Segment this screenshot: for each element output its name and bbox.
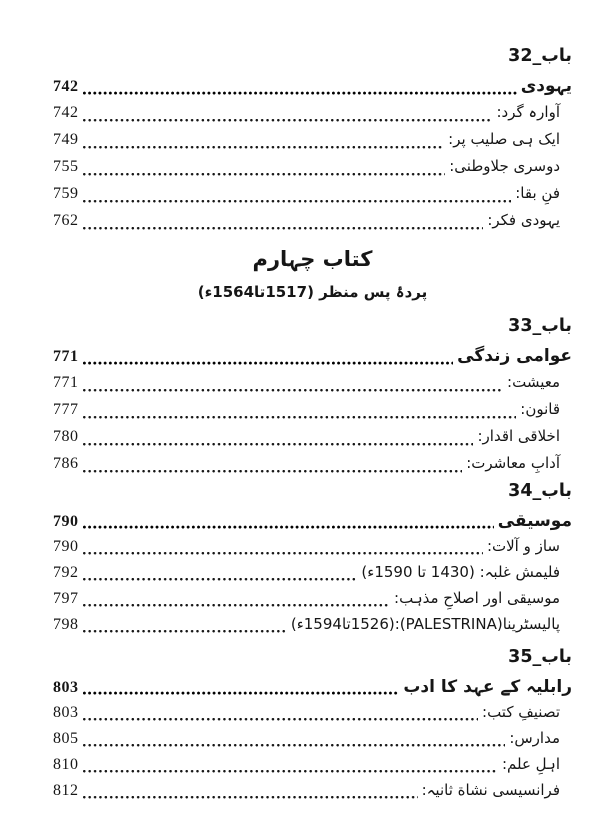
entry-label: موسیقی اور اصلاحِ مذہب:	[394, 589, 560, 607]
dotted-leader	[83, 223, 484, 230]
page-number: 792	[53, 564, 79, 581]
page-number: 803	[53, 704, 79, 721]
entry-label: اہلِ علم:	[501, 755, 560, 773]
chapter-32-section	[53, 44, 572, 236]
toc-row	[53, 155, 572, 182]
toc-row	[53, 101, 572, 128]
toc-row	[53, 509, 572, 535]
page-number: 780	[53, 428, 79, 445]
chapter-title: یہودی	[520, 76, 572, 96]
page-number: 805	[53, 730, 79, 747]
page-number: 812	[53, 782, 79, 799]
entry-label: مدارس:	[509, 729, 560, 747]
page-number: 810	[53, 756, 79, 773]
dotted-leader	[83, 688, 400, 695]
dotted-leader	[83, 115, 493, 122]
dotted-leader	[83, 548, 483, 555]
dotted-leader	[83, 385, 504, 392]
dotted-leader	[83, 439, 474, 446]
page-number: 771	[53, 348, 79, 365]
page-number: 803	[53, 679, 79, 696]
dotted-leader	[83, 766, 498, 773]
chapter-33-heading: باب_33	[508, 316, 572, 336]
toc-row	[53, 587, 572, 613]
entry-label: دوسری جلاوطنی:	[449, 157, 560, 175]
chapter-title: موسیقی	[497, 511, 572, 531]
toc-row	[53, 727, 572, 753]
page-number: 771	[53, 374, 79, 391]
page-number: 742	[53, 78, 79, 95]
entry-label: قانون:	[520, 400, 560, 418]
toc-row	[53, 675, 572, 701]
page-number: 790	[53, 538, 79, 555]
page-number: 790	[53, 513, 79, 530]
chapter-35-heading: باب_35	[508, 647, 572, 667]
chapter-title: رابلیہ کے عہد کا ادب	[403, 677, 572, 697]
chapter-32-heading: باب_32	[508, 46, 572, 66]
entry-label: معیشت:	[507, 373, 560, 391]
dotted-leader	[83, 792, 418, 799]
page-number: 762	[53, 212, 79, 229]
page-number: 797	[53, 590, 79, 607]
dotted-leader	[83, 196, 512, 203]
dotted-leader	[83, 88, 517, 95]
chapter-34-section	[53, 479, 572, 639]
book-title: کتاب چہارم	[252, 247, 373, 271]
toc-row	[53, 128, 572, 155]
chapter-35-section	[53, 645, 572, 805]
entry-label: فنِ بقا:	[515, 184, 560, 202]
dotted-leader	[83, 466, 463, 473]
chapter-34-heading: باب_34	[508, 481, 572, 501]
toc-row	[53, 779, 572, 805]
entry-label: تصنیفِ کتب:	[482, 703, 560, 721]
chapter-33-section	[53, 314, 572, 479]
page-number: 749	[53, 131, 79, 148]
page-number: 786	[53, 455, 79, 472]
toc-row	[53, 209, 572, 236]
page-number: 759	[53, 185, 79, 202]
toc-row	[53, 535, 572, 561]
dotted-leader	[83, 574, 358, 581]
entry-label: فرانسیسی نشاة ثانیہ:	[421, 781, 560, 799]
dotted-leader	[83, 626, 287, 633]
book-four-block	[53, 244, 572, 304]
dotted-leader	[83, 412, 517, 419]
toc-row	[53, 425, 572, 452]
page-number: 755	[53, 158, 79, 175]
toc-row	[53, 344, 572, 371]
dotted-leader	[83, 522, 494, 529]
entry-label: یہودی فکر:	[487, 211, 560, 229]
dotted-leader	[83, 740, 506, 747]
toc-row	[53, 561, 572, 587]
toc-row	[53, 398, 572, 425]
toc-row	[53, 182, 572, 209]
entry-label: ایک ہی صلیب پر:	[448, 130, 560, 148]
toc-row	[53, 452, 572, 479]
entry-label: آدابِ معاشرت:	[466, 454, 560, 472]
page-number: 777	[53, 401, 79, 418]
dotted-leader	[83, 142, 445, 149]
dotted-leader	[83, 714, 479, 721]
entry-label: آوارہ گرد:	[496, 103, 560, 121]
toc-row	[53, 613, 572, 639]
toc-row	[53, 753, 572, 779]
toc-row	[53, 701, 572, 727]
dotted-leader	[83, 169, 446, 176]
book-subtitle: پردۂ پس منظر (1517تا1564ء)	[197, 283, 428, 301]
chapter-title: عوامی زندگی	[457, 346, 572, 366]
toc-row	[53, 74, 572, 101]
dotted-leader	[83, 358, 454, 365]
dotted-leader	[83, 600, 391, 607]
toc-row	[53, 371, 572, 398]
page-number: 742	[53, 104, 79, 121]
entry-label: اخلاقی اقدار:	[477, 427, 560, 445]
entry-label: فلیمش غلبہ: (1430 تا 1590ء)	[361, 563, 560, 581]
entry-label: پالیسٹرینا(PALESTRINA):(1526تا1594ء)	[290, 615, 560, 633]
entry-label: ساز و آلات:	[486, 537, 560, 555]
page-number: 798	[53, 616, 79, 633]
